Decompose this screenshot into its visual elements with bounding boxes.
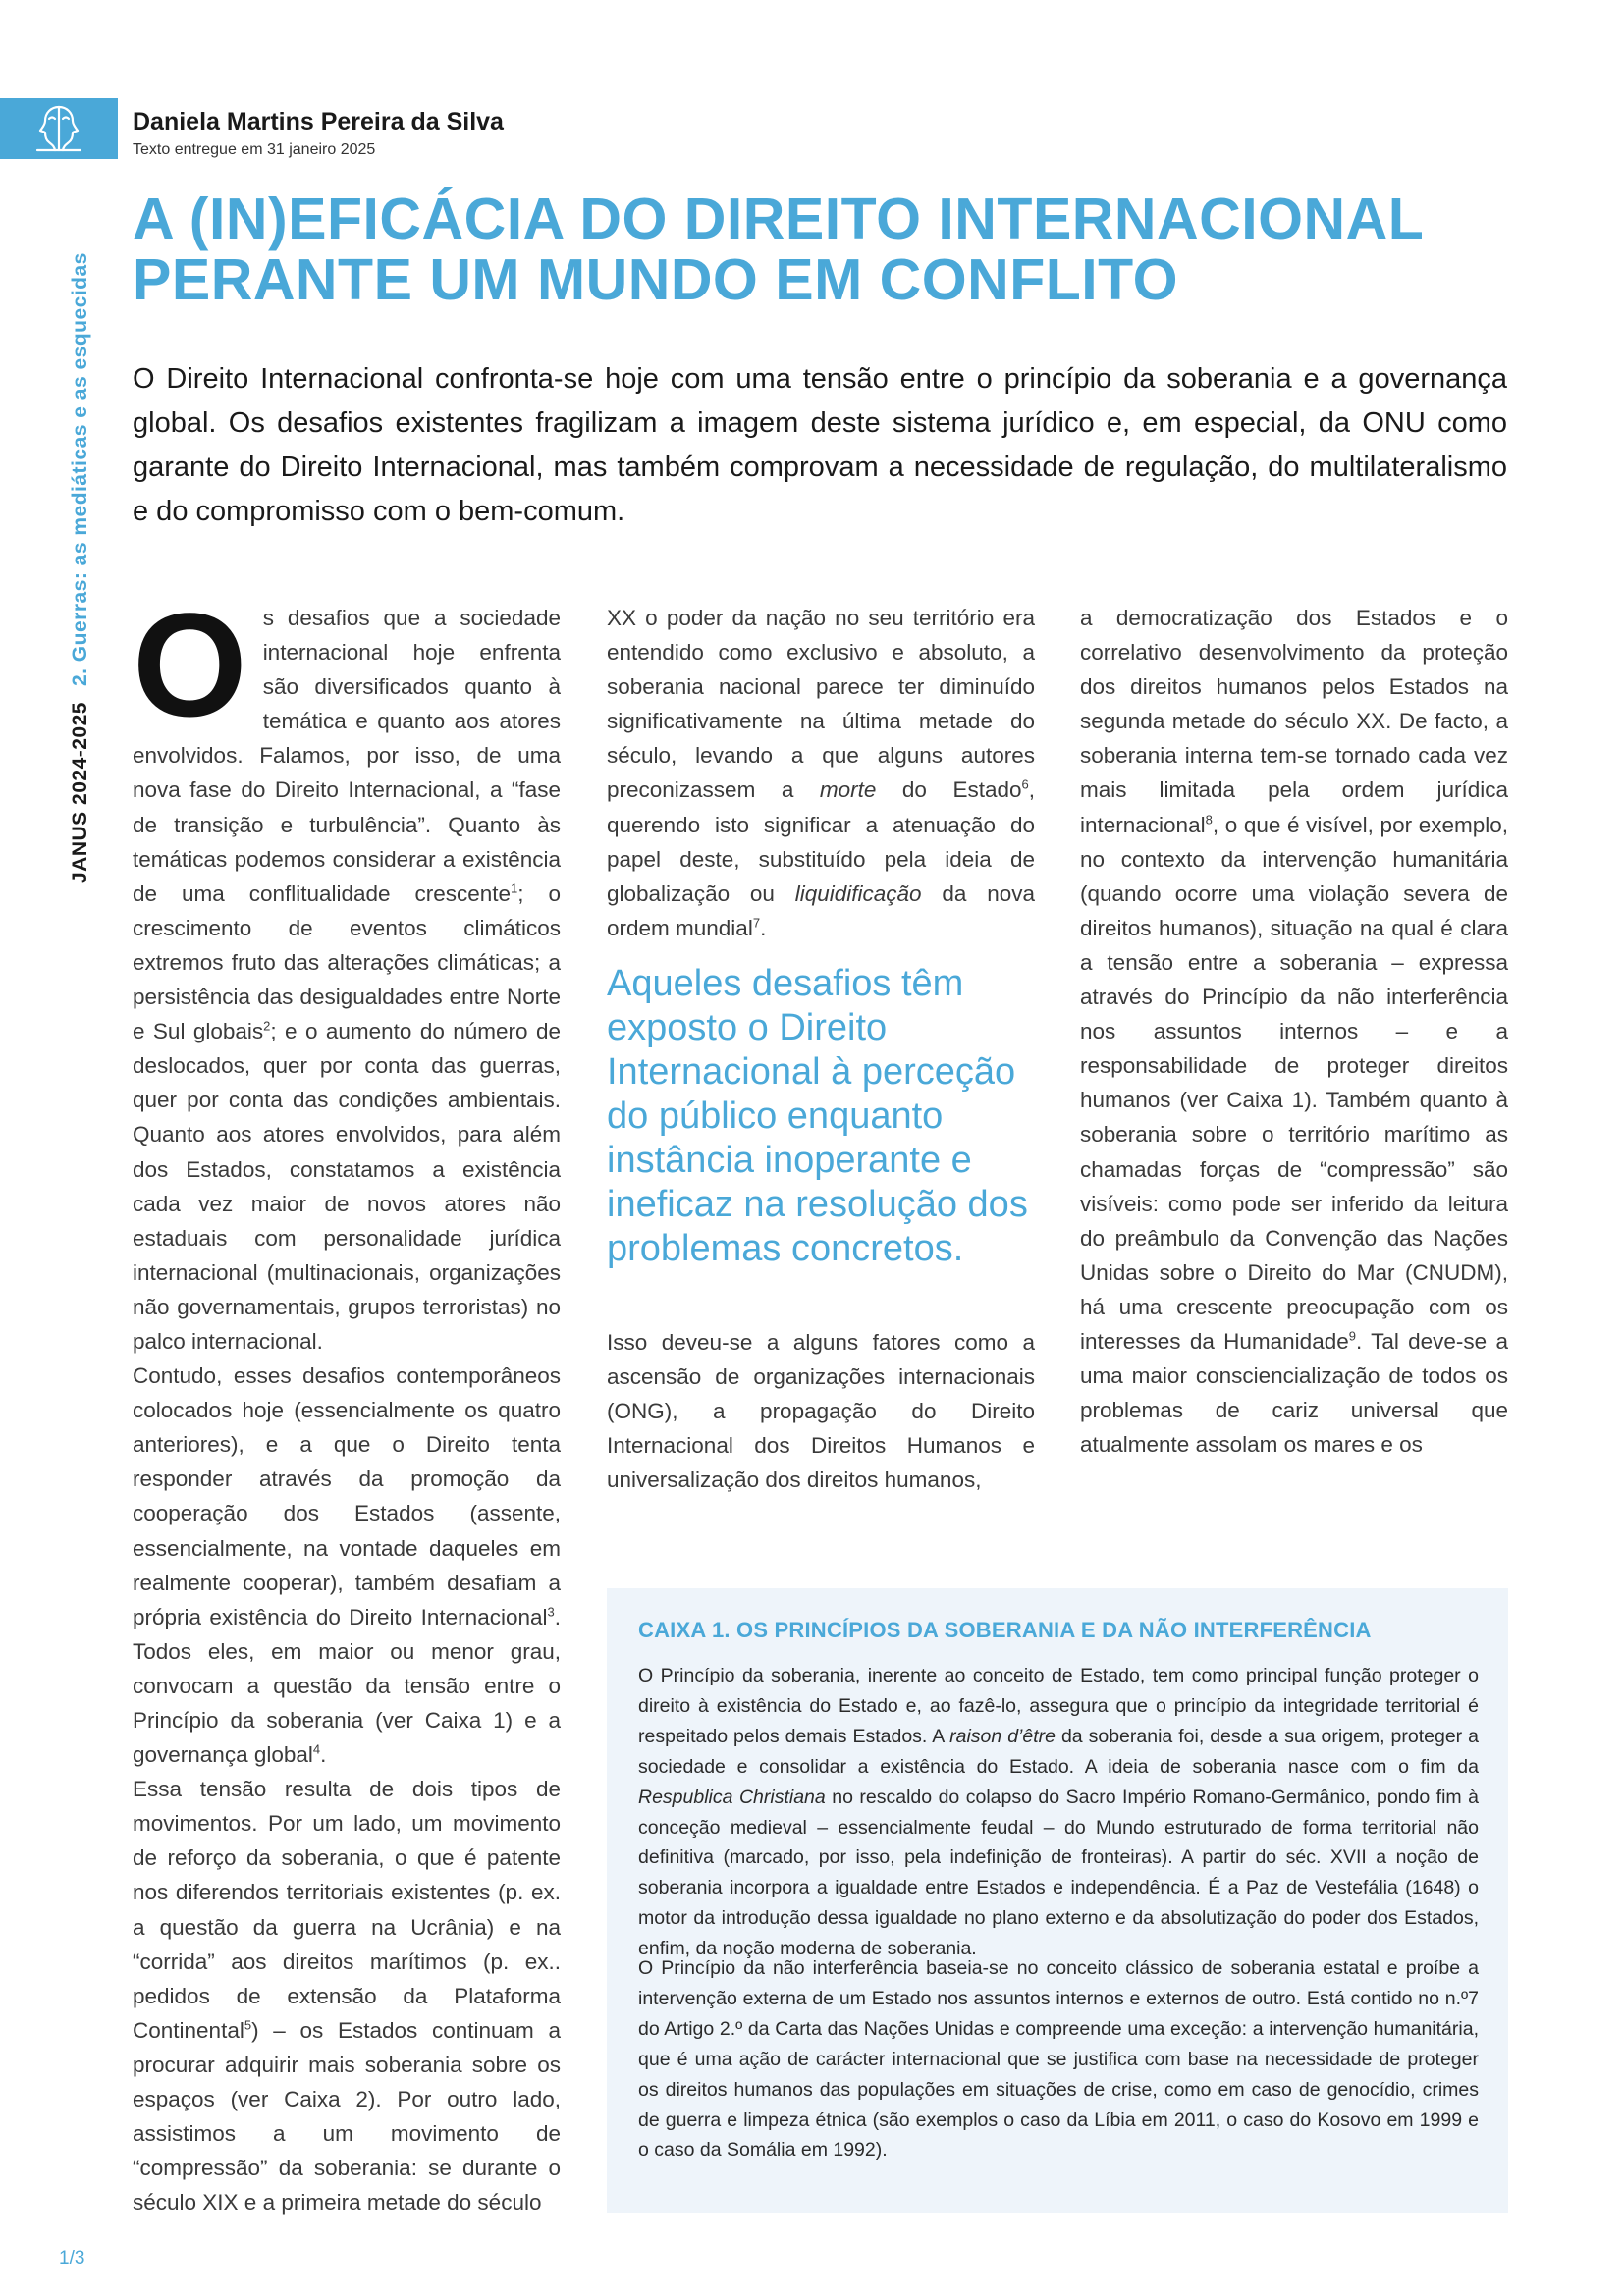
article-title — [133, 188, 1507, 310]
janus-logo — [0, 98, 118, 159]
body-column-1 — [133, 582, 561, 2220]
delivery-date: Texto entregue em 31 janeiro 2025 — [133, 141, 376, 158]
journal-name: JANUS 2024-2025 — [69, 702, 91, 883]
footnote-ref[interactable]: 3 — [547, 1604, 555, 1620]
body-column-2 — [607, 601, 1035, 945]
paragraph: a democratização dos Estados e o correlativo desenvolvimento da proteção dos direitos humanos pelos Estados na segunda metade do século XX. De facto, a soberania interna tem-se tornado cada vez mais limitada pela ordem jurídica internacional$^8$, o que é visível, por exemplo, no contexto da intervenção humanitária (quando ocorre uma violação severa de direitos humanos), situação na qual é clara a tensão entre a soberania – expressa através do Princípio da não interferência nos assuntos internos – e a responsabilidade de proteger direitos humanos (ver Caixa 1). Também quanto à soberania sobre o território marítimo as chamadas forças de “compressão” são visíveis: como pode ser inferido da leitura do preâmbulo da Convenção das Nações Unidas sobre o Direito do Mar (CNUDM), há uma crescente preocupação com os interesses da Humanidade$^9$. Tal deve-se a uma maior consciencialização de todos os problemas de cariz universal que atualmente assolam os mares e os — [1080, 606, 1508, 1458]
box-paragraph: O Princípio da soberania, inerente ao conceito de Estado, tem como principal função proteger o direito à existência do Estado e, ao fazê-lo, assegura que o princípio da integridade territorial é respeitado pelos demais Estados. A raison d’être da soberania foi, desde a sua origem, proteger a sociedade e consolidar a existência do Estado. A ideia de soberania nasce com o fim da Respublica Christiana no rescaldo do colapso do Sacro Império Romano-Germânico, pondo fim à conceção medieval – essencialmente feudal – do Mundo estruturado de forma territorial não definitiva (marcado, por isso, pela indefinição de fronteiras). A partir do séc. XVII a noção de soberania incorpora a igualdade entre Estados e independência. É a Paz de Vestefália (1648) o motor da introdução dessa igualdade no plano externo e da absolutização do poder dos Estados, enfim, da noção moderna de soberania. — [638, 1665, 1480, 1960]
box-paragraph: O Princípio da não interferência baseia-se no conceito clássico de soberania estatal e proíbe a intervenção externa de um Estado nos assuntos internos e externos de outro. Está contido no n.º7 do Artigo 2.º da Carta das Nações Unidas e compreende uma exceção: a intervenção humanitária, que é uma ação de carácter internacional que se justifica com base na necessidade de proteger os direitos humanos das populações em situações de crise, como em caso de genocídio, crimes de guerra e limpeza étnica (são exemplos o caso da Líbia em 2011, o caso do Kosovo em 1999 e o caso da Somália em 1992). — [638, 1957, 1479, 2162]
footnote-ref[interactable]: 5 — [244, 2017, 252, 2033]
footnote-ref[interactable]: 7 — [752, 915, 761, 931]
janus-head-icon — [27, 101, 90, 156]
page-number: 1/3 — [59, 2248, 85, 2269]
author-name: Daniela Martins Pereira da Silva — [133, 108, 504, 135]
footnote-ref[interactable]: 6 — [1021, 776, 1029, 792]
footnote-ref[interactable]: 9 — [1348, 1328, 1356, 1344]
pull-quote: Aqueles desafios têm exposto o Direito Internacional à perceção do público enquanto instância inoperante e ineficaz na resolução dos problemas concretos. — [607, 963, 1028, 1269]
lead-paragraph: O Direito Internacional confronta-se hoje com uma tensão entre o princípio da soberania e a governança global. Os desafios existentes fragilizam a imagem deste sistema jurídico e, em especial, da ONU como garante do Direito Internacional, mas também comprovam a necessidade de regulação, do multilateralismo e do compromisso com o bem-comum. — [133, 363, 1507, 527]
box-title: CAIXA 1. OS PRINCÍPIOS DA SOBERANIA E DA NÃO INTERFERÊNCIA — [638, 1618, 1372, 1642]
footnote-ref[interactable]: 4 — [312, 1741, 321, 1757]
body-column-3 — [1080, 601, 1508, 1462]
title-line-1: A (IN)EFICÁCIA DO DIREITO INTERNACIONAL — [133, 187, 1425, 251]
paragraph: XX o poder da nação no seu território era entendido como exclusivo e absoluto, a soberania nacional parece ter diminuído significativamente na última metade do século, levando a que alguns autores preconizassem a morte do Estado$^6$, querendo isto significar a atenuação do papel deste, substituído pela ideia de globalização ou liquidificação da nova ordem mundial$^7$. — [607, 606, 1035, 940]
title-line-2: PERANTE UM MUNDO EM CONFLITO — [133, 247, 1179, 312]
section-name: 2. Guerras: as mediáticas e as esquecidas — [69, 252, 91, 687]
footnote-ref[interactable]: 1 — [511, 881, 518, 896]
paragraph: s desafios que a sociedade internacional hoje enfrenta são diversificados quanto à temática e quanto aos atores envolvidos. Falamos, por isso, de uma nova fase do Direito Internacional, a “fase de transição e turbulência”. Quanto às temáticas podemos considerar a existência de uma conflitualidade crescente$^1$; o crescimento de eventos climáticos extremos fruto das alterações climáticas; a persistência das desigualdades entre Norte e Sul globais$^2$; e o aumento do número de deslocados, quer por conta das guerras, quer por conta das condições ambientais. Quanto aos atores envolvidos, para além dos Estados, constatamos a existência cada vez maior de novos atores não estaduais com personalidade jurídica internacional (multinacionais, organizações não governamentais, grupos terroristas) no palco internacional. — [133, 606, 561, 1354]
paragraph: Isso deveu-se a alguns fatores como a ascensão de organizações internacionais (ONG), a propagação do Direito Internacional dos Direitos Humanos e universalização dos direitos humanos, — [607, 1330, 1035, 1493]
paragraph: Essa tensão resulta de dois tipos de movimentos. Por um lado, um movimento de reforço da soberania, o que é patente nos diferendos territoriais existentes (p. ex. a questão da guerra na Ucrânia) e na “corrida” aos direitos marítimos (p. ex.. pedidos de extensão da Plataforma Continental$^5$) – os Estados continuam a procurar adquirir mais soberania sobre os espaços (ver Caixa 2). Por outro lado, assistimos a um movimento de “compressão” da soberania: se durante o século XIX e a primeira metade do século — [133, 1777, 561, 2216]
drop-cap: O — [133, 582, 247, 747]
body-column-2-continued — [607, 1325, 1035, 1497]
paragraph: Contudo, esses desafios contemporâneos colocados hoje (essencialmente os quatro anteriores), e a que o Direito tenta responder através da promoção da cooperação dos Estados (assente, essencialmente, na vontade daqueles em realmente cooperar), também desafiam a própria existência do Direito Internacional$^3$. Todos eles, em maior ou menor grau, convocam a questão da tensão entre o Princípio da soberania (ver Caixa 1) e a governança global$^4$. — [133, 1363, 561, 1768]
footnote-ref[interactable]: 2 — [263, 1018, 271, 1034]
footnote-ref[interactable]: 8 — [1205, 812, 1213, 828]
side-running-header — [69, 252, 92, 883]
sidebar-box-1 — [607, 1588, 1508, 2213]
